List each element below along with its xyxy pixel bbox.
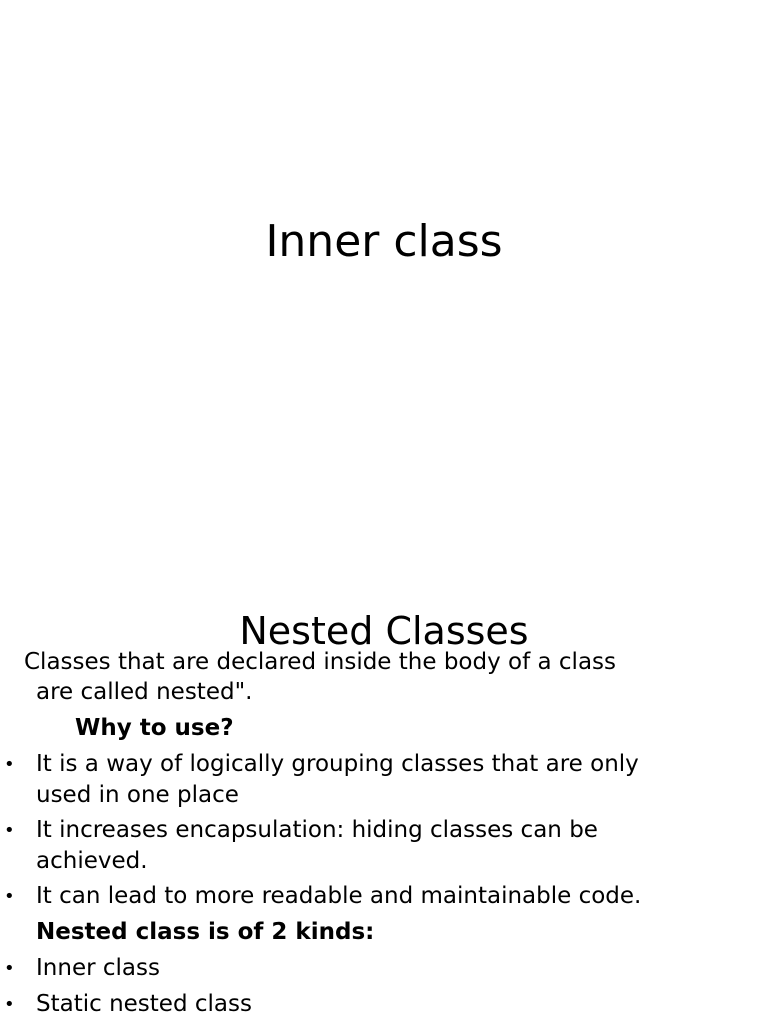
bullet-icon: • [4,754,15,775]
reason-1-line-2: used in one place [36,782,239,808]
reason-2-line-1: It increases encapsulation: hiding classes can be [36,817,598,843]
section-title: Nested Classes [239,609,529,653]
reason-3: It can lead to more readable and maintainable code. [36,883,642,909]
intro-text-line-2: are called nested". [36,679,253,705]
slide-title: Inner class [265,216,503,267]
why-heading: Why to use? [75,715,234,741]
bullet-icon: • [4,994,15,1015]
kind-inner-class: Inner class [36,955,160,981]
reason-2-line-2: achieved. [36,848,148,874]
reason-1-line-1: It is a way of logically grouping classes that are only [36,751,639,777]
bullet-icon: • [4,820,15,841]
intro-text-line-1: Classes that are declared inside the body of a class [24,649,617,675]
kinds-heading: Nested class is of 2 kinds: [36,919,375,945]
bullet-icon: • [4,886,15,907]
bullet-icon: • [4,958,15,979]
kind-static-nested-class: Static nested class [36,991,252,1017]
